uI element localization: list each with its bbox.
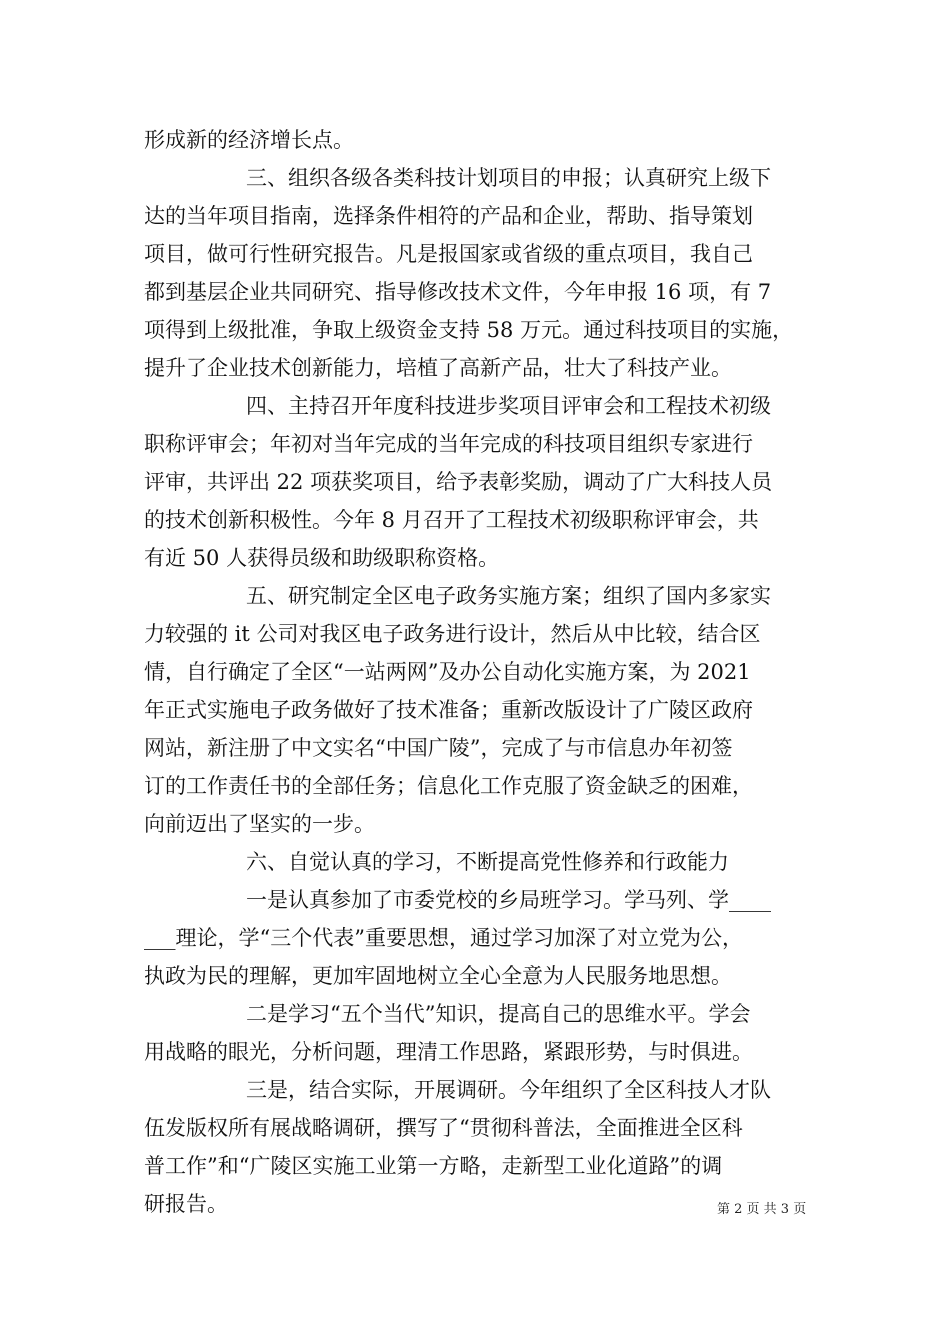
text-line: 三是，结合实际，开展调研。今年组织了全区科技人才队 [246, 1078, 771, 1102]
text-line: 研报告。 [144, 1192, 228, 1216]
text-line: 年正式实施电子政务做好了技术准备；重新改版设计了广陵区政府 [144, 698, 753, 722]
text-line: 提升了企业技术创新能力，培植了高新产品，壮大了科技产业。 [144, 356, 732, 380]
text-line: 执政为民的理解，更加牢固地树立全心全意为人民服务地思想。 [144, 964, 732, 988]
text-line: 一是认真参加了市委党校的乡局班学习。学马列、学____ [246, 888, 771, 912]
text-line: 网站，新注册了中文实名“中国广陵”，完成了与市信息办年初签 [144, 736, 733, 760]
text-line: 项得到上级批准，争取上级资金支持 58 万元。通过科技项目的实施， [144, 318, 794, 342]
text-line: 有近 50 人获得员级和助级职称资格。 [144, 546, 500, 570]
text-line: 职称评审会；年初对当年完成的当年完成的科技项目组织专家进行 [144, 432, 753, 456]
text-line: 普工作”和“广陵区实施工业第一方略，走新型工业化道路”的调 [144, 1154, 723, 1178]
paragraph-heading-6: 六、自觉认真的学习，不断提高党性修养和行政能力 [246, 850, 729, 874]
text-line: 向前迈出了坚实的一步。 [144, 812, 375, 836]
text-line: 订的工作责任书的全部任务；信息化工作克服了资金缺乏的困难， [144, 774, 753, 798]
paragraph-heading-3: 三、组织各级各类科技计划项目的申报；认真研究上级下 [246, 166, 771, 190]
paragraph-heading-4: 四、主持召开年度科技进步奖项目评审会和工程技术初级 [246, 394, 771, 418]
page-number-footer: 第 2 页 共 3 页 [717, 1202, 807, 1217]
text-line: 用战略的眼光，分析问题，理清工作思路，紧跟形势，与时俱进。 [144, 1040, 753, 1064]
text-line: 项目，做可行性研究报告。凡是报国家或省级的重点项目，我自己 [144, 242, 753, 266]
text-line: 达的当年项目指南，选择条件相符的产品和企业，帮助、指导策划 [144, 204, 753, 228]
text-line: 力较强的 it 公司对我区电子政务进行设计，然后从中比较，结合区 [144, 622, 761, 646]
text-line: 形成新的经济增长点。 [144, 128, 354, 152]
text-line: 伍发版权所有展战略调研，撰写了“贯彻科普法，全面推进全区科 [144, 1116, 743, 1140]
text-line: 二是学习“五个当代”知识，提高自己的思维水平。学会 [246, 1002, 751, 1026]
text-line: 评审，共评出 22 项获奖项目，给予表彰奖励，调动了广大科技人员 [144, 470, 773, 494]
text-line: 的技术创新积极性。今年 8 月召开了工程技术初级职称评审会，共 [144, 508, 759, 532]
text-line: 都到基层企业共同研究、指导修改技术文件，今年申报 16 项，有 7 [144, 280, 772, 304]
text-line: 情，自行确定了全区“一站两网”及办公自动化实施方案，为 2021 [144, 660, 751, 684]
paragraph-heading-5: 五、研究制定全区电子政务实施方案；组织了国内多家实 [246, 584, 771, 608]
text-line: ___理论，学“三个代表”重要思想，通过学习加深了对立党为公， [144, 926, 743, 950]
